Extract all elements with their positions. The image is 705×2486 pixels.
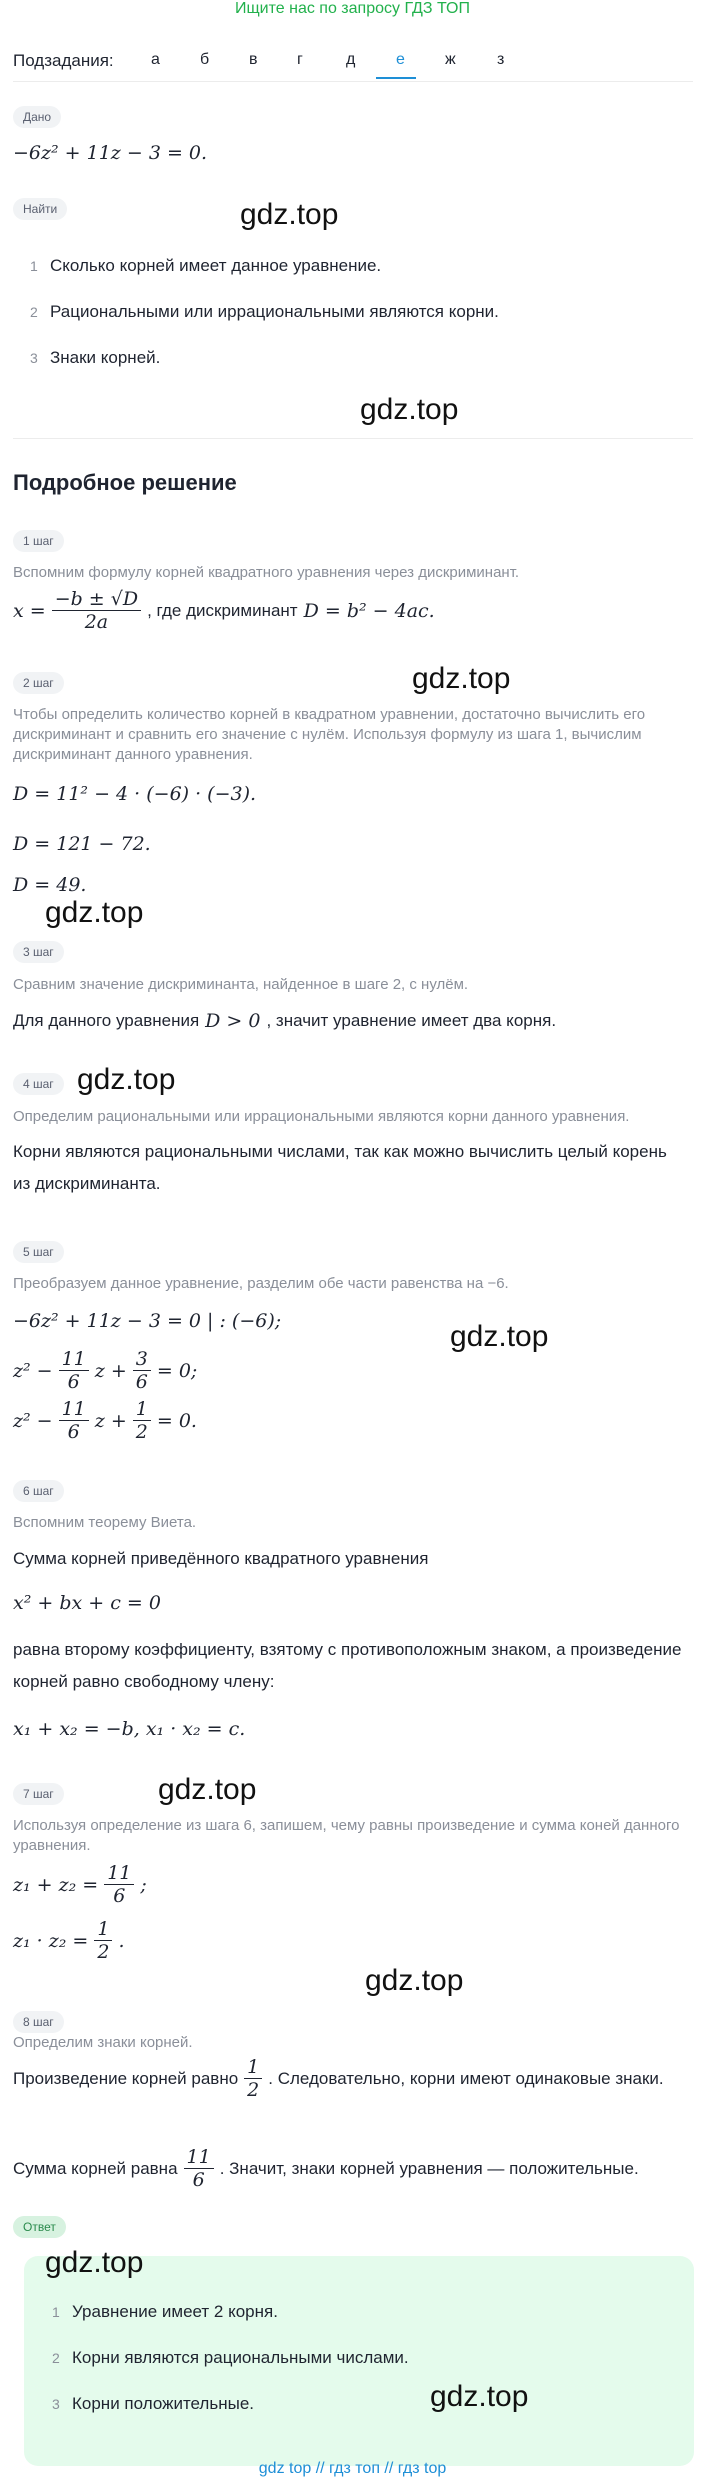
fraction [94, 1918, 112, 1963]
fraction-denominator: 6 [192, 2169, 205, 2191]
math-part: z² − [13, 1359, 53, 1382]
watermark: gdz.top [360, 393, 459, 426]
math-line [13, 1862, 147, 1907]
math-part: z₁ + z₂ = [13, 1873, 99, 1896]
step-text: Корни являются рациональными числами, так как можно вычислить целый корень из дискриминанта. [13, 1142, 667, 1193]
step-text: Сумма корней приведённого квадратного уравнения [13, 1549, 429, 1568]
math-line: D = 11² − 4 · (−6) · (−3). [13, 783, 257, 805]
tab-a[interactable]: а [151, 51, 160, 68]
find-item-text: Знаки корней. [50, 348, 161, 367]
formula-text: , где дискриминант [147, 600, 298, 620]
math-part: z + [94, 1359, 127, 1382]
fraction-denominator: 2 [97, 1941, 110, 1963]
math-part: z² − [13, 1409, 53, 1432]
step-pill: 2 шаг [13, 672, 64, 694]
tab-g[interactable]: г [297, 51, 303, 68]
divider [13, 438, 693, 439]
tab-d[interactable]: д [346, 51, 356, 68]
step-note: Вспомним формулу корней квадратного уравнения через дискриминант. [13, 564, 520, 581]
text-part: Произведение корней равно [13, 2068, 239, 2088]
inline-math: D > 0 [205, 1010, 261, 1032]
step-formula [13, 588, 435, 633]
text-part: . Значит, знаки корней уравнения — положительные. [219, 2158, 639, 2178]
step-pill: 8 шаг [13, 2011, 64, 2033]
answer-item-number: 1 [52, 2304, 60, 2320]
find-item-number: 1 [30, 258, 38, 274]
fraction [104, 1862, 134, 1907]
answer-item-number: 3 [52, 2396, 60, 2412]
math-part: = 0. [156, 1409, 197, 1432]
fraction-numerator: −b ± √D [52, 588, 141, 611]
step-pill: 6 шаг [13, 1480, 64, 1502]
step-pill: 3 шаг [13, 941, 64, 963]
active-tab-underline [376, 77, 416, 79]
fraction-numerator: 11 [59, 1348, 89, 1371]
fraction [133, 1348, 151, 1393]
fraction-numerator: 1 [94, 1918, 112, 1941]
step-note: Определим рациональными или иррациональными являются корни данного уравнения. [13, 1108, 630, 1125]
step-text [13, 2056, 688, 2101]
formula-rhs: D = b² − 4ac. [303, 599, 435, 622]
fraction-numerator: 11 [184, 2146, 214, 2169]
text-part: , значит уравнение имеет два корня. [266, 1011, 557, 1030]
fraction-numerator: 3 [133, 1348, 151, 1371]
step-note: Определим знаки корней. [13, 2034, 193, 2051]
step-text [13, 2146, 688, 2191]
find-item-number: 2 [30, 304, 38, 320]
find-item-number: 3 [30, 350, 38, 366]
fraction-numerator: 1 [244, 2056, 262, 2079]
step-text: равна второму коэффициенту, взятому с противоположным знаком, а произведение корней равно свободному члену: [13, 1640, 682, 1691]
fraction [59, 1348, 89, 1393]
given-equation: −6z² + 11z − 3 = 0. [13, 142, 208, 164]
step-note: Используя определение из шага 6, запишем, чему равны произведение и сумма коней данного уравнения. [13, 1817, 680, 1854]
fraction-numerator: 11 [104, 1862, 134, 1885]
watermark: gdz.top [365, 1964, 464, 1997]
text-part: Для данного уравнения [13, 1011, 200, 1030]
fraction-denominator: 6 [67, 1421, 80, 1443]
tab-v[interactable]: в [249, 51, 258, 68]
step-text [13, 1005, 556, 1037]
math-line: D = 121 − 72. [13, 833, 151, 855]
answer-pill: Ответ [13, 2216, 66, 2238]
fraction-denominator: 2 [247, 2079, 260, 2101]
step-note: Вспомним теорему Виета. [13, 1514, 197, 1531]
answer-item-text: Корни положительные. [72, 2394, 254, 2413]
fraction-denominator: 2a [84, 611, 109, 633]
math-line [13, 1348, 197, 1393]
watermark: gdz.top [450, 1320, 549, 1353]
math-part: = 0; [156, 1359, 198, 1382]
watermark: gdz.top [45, 896, 144, 929]
watermark: gdz.top [45, 2246, 144, 2279]
math-line: D = 49. [13, 874, 87, 896]
fraction-denominator: 2 [135, 1421, 148, 1443]
formula-lhs: x = [13, 599, 46, 622]
search-banner: Ищите нас по запросу ГДЗ ТОП [235, 0, 470, 17]
watermark: gdz.top [77, 1063, 176, 1096]
text-part: Сумма корней равна [13, 2158, 178, 2178]
fraction-denominator: 6 [135, 1371, 148, 1393]
math-part: ; [140, 1873, 147, 1896]
watermark: gdz.top [430, 2380, 529, 2413]
fraction [244, 2056, 262, 2101]
tab-zh[interactable]: ж [445, 51, 456, 68]
answer-item-text: Уравнение имеет 2 корня. [72, 2302, 278, 2321]
subtasks-label: Подзадания: [13, 51, 114, 70]
solution-heading: Подробное решение [13, 470, 237, 495]
step-note: Чтобы определить количество корней в квадратном уравнении, достаточно вычислить его дискриминант и сравнить его значение с нулём. Используя формулу из шага 1, вычислим дискриминант данного уравнения. [13, 706, 646, 763]
find-pill: Найти [13, 198, 67, 220]
fraction [52, 588, 141, 633]
find-item-text: Рациональными или иррациональными являются корни. [50, 302, 499, 321]
math-part: . [118, 1929, 125, 1952]
watermark: gdz.top [158, 1773, 257, 1806]
math-line [13, 1918, 124, 1963]
step-pill: 4 шаг [13, 1073, 64, 1095]
footer-links[interactable]: gdz top // гдз топ // гдз top [258, 2460, 447, 2477]
watermark: gdz.top [240, 198, 339, 231]
find-item-text: Сколько корней имеет данное уравнение. [50, 256, 382, 275]
fraction-numerator: 11 [59, 1398, 89, 1421]
answer-item-text: Корни являются рациональными числами. [72, 2348, 409, 2367]
divider [13, 81, 693, 82]
fraction-denominator: 6 [67, 1371, 80, 1393]
math-part: z + [94, 1409, 127, 1432]
math-line [13, 1398, 197, 1443]
step-pill: 1 шаг [13, 530, 64, 552]
step-pill: 7 шаг [13, 1783, 64, 1805]
step-pill: 5 шаг [13, 1241, 64, 1263]
answer-item-number: 2 [52, 2350, 60, 2366]
tab-e[interactable]: е [396, 51, 405, 68]
step-note: Сравним значение дискриминанта, найденное в шаге 2, с нулём. [13, 976, 469, 993]
tab-b[interactable]: б [200, 51, 210, 68]
tab-z[interactable]: з [497, 51, 505, 68]
fraction [184, 2146, 214, 2191]
step-note: Преобразуем данное уравнение, разделим обе части равенства на −6. [13, 1275, 509, 1292]
math-line: x₁ + x₂ = −b, x₁ · x₂ = c. [13, 1718, 246, 1740]
fraction [133, 1398, 151, 1443]
fraction [59, 1398, 89, 1443]
fraction-denominator: 6 [113, 1885, 126, 1907]
math-line: −6z² + 11z − 3 = 0 | : (−6); [13, 1310, 282, 1332]
given-pill: Дано [13, 106, 61, 128]
math-part: z₁ · z₂ = [13, 1929, 89, 1952]
math-line: x² + bx + c = 0 [13, 1592, 161, 1614]
text-part: . Следовательно, корни имеют одинаковые знаки. [268, 2068, 664, 2088]
watermark: gdz.top [412, 662, 511, 695]
fraction-numerator: 1 [133, 1398, 151, 1421]
